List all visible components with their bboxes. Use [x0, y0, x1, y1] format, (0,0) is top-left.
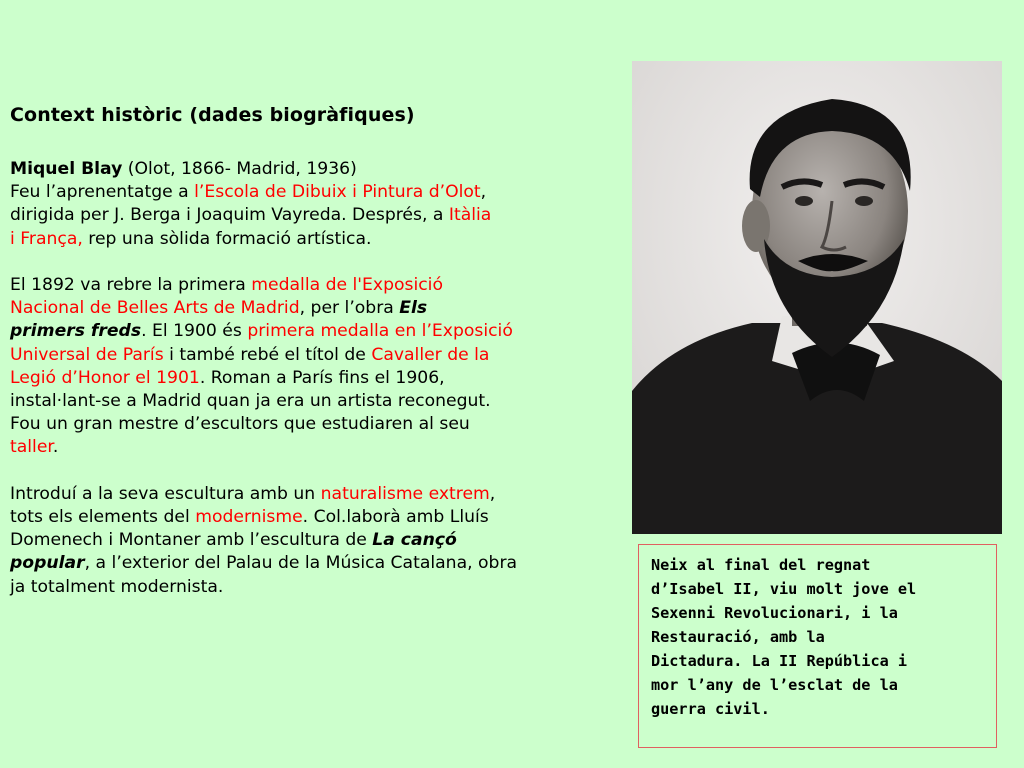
body-text	[10, 158, 625, 622]
text-run: Domenech i Montaner amb l’escultura de	[10, 530, 373, 551]
style-line-5: ja totalment modernista.	[10, 576, 224, 597]
highlight-text: l’Escola de Dibuix i Pintura d’Olot	[194, 182, 481, 203]
highlight-text: Itàlia	[448, 205, 492, 226]
text-run: .	[52, 437, 59, 458]
intro-line-2	[10, 181, 625, 204]
intro-line-4	[10, 228, 625, 251]
awards-line-5	[10, 367, 625, 390]
intro-paragraph	[10, 158, 625, 251]
text-run: rep una sòlida formació artística.	[82, 228, 372, 249]
awards-line-3	[10, 320, 625, 343]
text-run: dirigida per J. Berga i Joaquim Vayreda. Després, a	[10, 205, 449, 226]
text-run: , per l’obra	[299, 298, 400, 319]
awards-line-6: instal·lant-se a Madrid quan ja era un artista reconegut.	[10, 391, 491, 412]
text-run: . El 1900 és	[141, 321, 248, 342]
artwork-title: popular	[10, 553, 85, 574]
artwork-title: Els	[399, 298, 428, 319]
text-run: , a l’exterior del Palau de la Música Catalana, obra	[84, 553, 518, 574]
artist-dates: (Olot, 1866- Madrid, 1936)	[122, 159, 357, 179]
note-line: guerra civil.	[651, 700, 770, 718]
highlight-text: taller	[10, 437, 53, 458]
note-line: Restauració, amb la	[651, 628, 825, 646]
note-line: mor l’any de l’esclat de la	[651, 676, 898, 694]
artwork-title: primers freds	[10, 321, 142, 342]
text-run: . Roman a París fins el 1906,	[199, 367, 445, 388]
awards-line-8	[10, 436, 625, 459]
text-run: ,	[480, 182, 487, 203]
awards-line-2	[10, 297, 625, 320]
highlight-text: Legió d’Honor el 1901	[10, 367, 200, 388]
note-line: Dictadura. La II República i	[651, 652, 908, 670]
highlight-text: modernisme	[195, 507, 303, 528]
highlight-text: Universal de París	[10, 344, 164, 365]
portrait-image	[632, 61, 1002, 534]
highlight-text: primera medalla en l’Exposició	[247, 321, 513, 342]
style-line-1	[10, 483, 625, 506]
awards-line-4	[10, 344, 625, 367]
text-run: ,	[489, 483, 496, 504]
text-run: . Col.laborà amb Lluís	[302, 507, 489, 528]
style-line-2	[10, 506, 625, 529]
note-line: Neix al final del regnat	[651, 556, 871, 574]
note-line: d’Isabel II, viu molt jove el	[651, 580, 917, 598]
portrait-photo	[632, 61, 1002, 534]
style-line-3	[10, 529, 625, 552]
text-run: tots els elements del	[10, 507, 196, 528]
text-run: El 1892 va rebre la primera	[10, 275, 252, 295]
awards-paragraph	[10, 274, 625, 460]
note-line: Sexenni Revolucionari, i la	[651, 604, 898, 622]
style-line-4	[10, 552, 625, 575]
style-paragraph	[10, 483, 625, 599]
slide-title: Context històric (dades biogràfiques)	[10, 104, 415, 126]
historical-note-box	[638, 544, 997, 748]
highlight-text: i França,	[10, 228, 83, 249]
highlight-text: medalla de l'Exposició	[251, 275, 443, 295]
text-run: Introduí a la seva escultura amb un	[10, 483, 321, 504]
highlight-text: Nacional de Belles Arts de Madrid	[10, 298, 300, 319]
highlight-text: naturalisme extrem	[320, 483, 490, 504]
awards-line-7: Fou un gran mestre d’escultors que estudiaren al seu	[10, 414, 470, 435]
intro-line-3	[10, 204, 625, 227]
awards-line-1	[10, 274, 625, 297]
text-run: Feu l’aprenentatge a	[10, 182, 195, 203]
artist-name: Miquel Blay	[10, 159, 123, 179]
artwork-title: La cançó	[372, 530, 457, 551]
intro-line-1	[10, 158, 625, 181]
highlight-text: Cavaller de la	[371, 344, 490, 365]
text-run: i també rebé el títol de	[163, 344, 372, 365]
